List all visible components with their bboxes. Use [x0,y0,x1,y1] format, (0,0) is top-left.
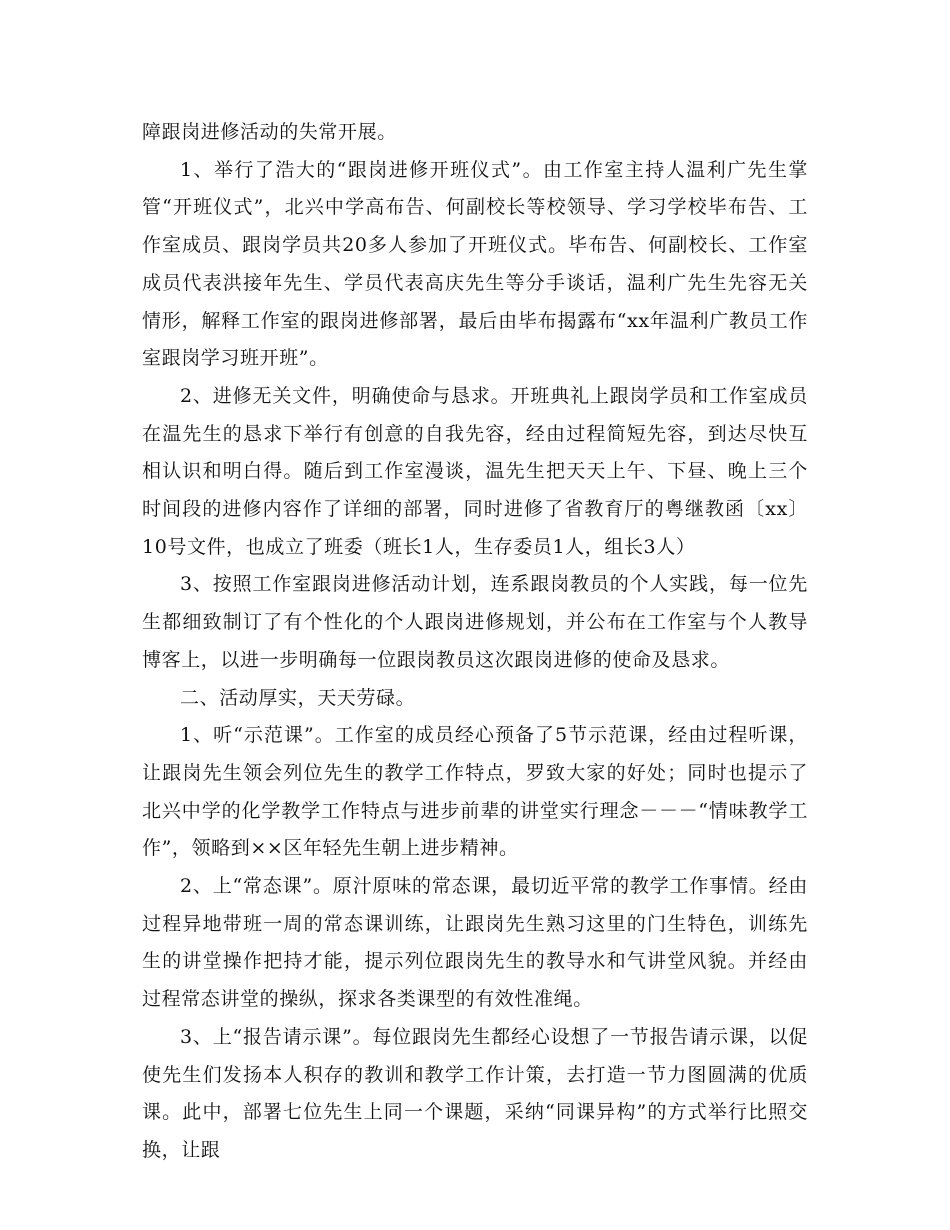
document-body [142,114,808,1170]
paragraph-individual-plan: 3、按照工作室跟岗进修活动计划，连系跟岗教员的个人实践，每一位先生都细致制订了有个性化的个人跟岗进修规划，并公布在工作室与个人教导博客上，以进一步明确每一位跟岗教员这次跟岗进修的使命及恳求。 [142,573,808,671]
paragraph-demo-lessons: 1、听“示范课”。工作室的成员经心预备了5节示范课，经由过程听课，让跟岗先生领会列位先生的教学工作特点，罗致大家的好处；同时也提示了北兴中学的化学教学工作特点与进步前辈的讲堂实行理念－－－“情味教学工作”，领略到××区年轻先生朝上进步精神。 [142,724,808,860]
paragraph-study-documents: 2、进修无关文件，明确使命与恳求。开班典礼上跟岗学员和工作室成员在温先生的恳求下举行有创意的自我先容，经由过程简短先容，到达尽快互相认识和明白得。随后到工作室漫谈，温先生把天天上午、下昼、晚上三个时间段的进修内容作了详细的部署，同时进修了省教育厅的粤继教函〔xx〕10号文件，也成立了班委（班长1人，生存委员1人，组长3人） [142,384,808,558]
section-heading-activities: 二、活动厚实，天天劳碌。 [180,686,416,709]
paragraph-regular-lessons: 2、上“常态课”。原汁原味的常态课，最切近平常的教学工作事情。经由过程异地带班一周的常态课训练，让跟岗先生熟习这里的门生特色，训练先生的讲堂操作把持才能，提示列位跟岗先生的教导水和气讲堂风貌。并经由过程常态讲堂的操纵，探求各类课型的有效性准绳。 [142,875,808,1011]
paragraph-continuation: 障跟岗进修活动的失常开展。 [142,121,397,143]
paragraph-report-lessons: 3、上“报告请示课”。每位跟岗先生都经心设想了一节报告请示课，以促使先生们发扬本人积存的教训和教学工作计策，去打造一节力图圆满的优质课。此中，部署七位先生上同一个课题，采纳“同课异构”的方式举行比照交换，让跟 [142,1025,808,1161]
paragraph-opening-ceremony: 1、举行了浩大的“跟岗进修开班仪式”。由工作室主持人温利广先生掌管“开班仪式”，北兴中学高布告、何副校长等校领导、学习学校毕布告、工作室成员、跟岗学员共20多人参加了开班仪式。毕布告、何副校长、工作室成员代表洪接年先生、学员代表高庆先生等分手谈话，温利广先生先容无关情形，解释工作室的跟岗进修部署，最后由毕布揭露布“xx年温利广教员工作室跟岗学习班开班”。 [142,158,808,370]
